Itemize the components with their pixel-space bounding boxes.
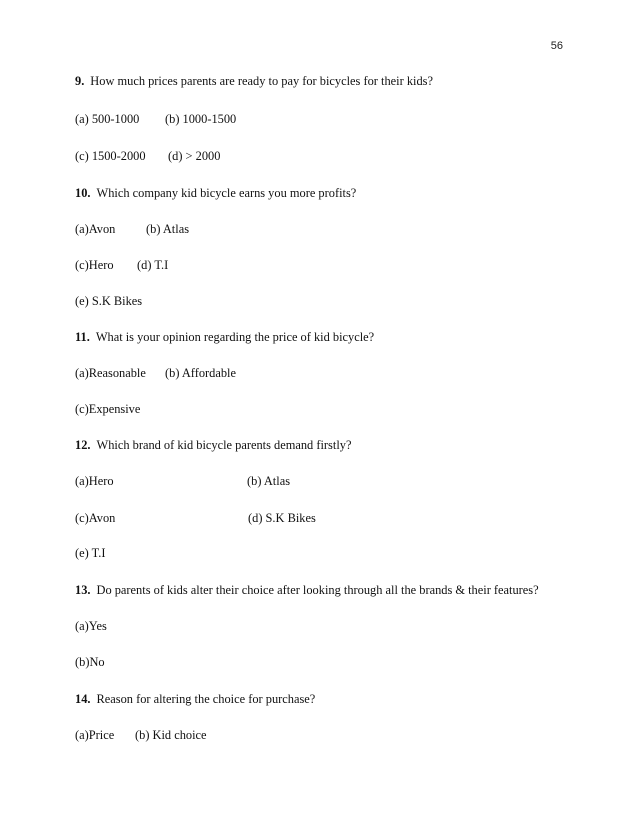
option-row bbox=[75, 546, 106, 561]
question-text: Reason for altering the choice for purchase? bbox=[96, 692, 316, 706]
option: (a)Price bbox=[75, 728, 115, 742]
question-number: 12. bbox=[75, 438, 91, 452]
option: (a) 500-1000 bbox=[75, 112, 140, 126]
option: (b)No bbox=[75, 655, 105, 669]
option-row bbox=[75, 294, 142, 309]
option: (b) Atlas bbox=[247, 474, 291, 488]
option-row bbox=[75, 222, 189, 237]
option-row bbox=[75, 366, 236, 381]
option: (d) T.I bbox=[137, 258, 169, 272]
option-row bbox=[75, 258, 168, 273]
option: (c)Avon bbox=[75, 511, 116, 525]
option: (a)Reasonable bbox=[75, 366, 146, 380]
option-row bbox=[75, 112, 236, 127]
question-number: 9. bbox=[75, 74, 85, 88]
option: (a)Hero bbox=[75, 474, 114, 488]
option-row bbox=[75, 474, 290, 489]
question-text: Do parents of kids alter their choice after looking through all the brands & their features? bbox=[96, 583, 539, 597]
option: (a)Yes bbox=[75, 619, 107, 633]
question-text: Which company kid bicycle earns you more profits? bbox=[96, 186, 357, 200]
option: (e) T.I bbox=[75, 546, 106, 560]
option: (a)Avon bbox=[75, 222, 116, 236]
question-12 bbox=[75, 438, 351, 453]
question-number: 10. bbox=[75, 186, 91, 200]
question-number: 11. bbox=[75, 330, 90, 344]
option: (c)Hero bbox=[75, 258, 114, 272]
question-14 bbox=[75, 692, 315, 707]
option-row bbox=[75, 728, 207, 743]
option: (c) 1500-2000 bbox=[75, 149, 146, 163]
question-10 bbox=[75, 186, 356, 201]
option: (e) S.K Bikes bbox=[75, 294, 143, 308]
option-row bbox=[75, 655, 105, 670]
question-text: What is your opinion regarding the price of kid bicycle? bbox=[95, 330, 375, 344]
option: (d) S.K Bikes bbox=[248, 511, 316, 525]
option: (b) Atlas bbox=[146, 222, 190, 236]
option: (b) 1000-1500 bbox=[165, 112, 237, 126]
option: (b) Affordable bbox=[165, 366, 236, 380]
option: (c)Expensive bbox=[75, 402, 141, 416]
option: (b) Kid choice bbox=[135, 728, 207, 742]
option-row bbox=[75, 511, 316, 526]
option-row bbox=[75, 619, 107, 634]
option-row bbox=[75, 149, 220, 164]
question-number: 13. bbox=[75, 583, 91, 597]
question-text: Which brand of kid bicycle parents demand firstly? bbox=[96, 438, 352, 452]
question-number: 14. bbox=[75, 692, 91, 706]
page-number: 56 bbox=[550, 40, 563, 52]
question-11 bbox=[75, 330, 374, 345]
option: (d) > 2000 bbox=[168, 149, 221, 163]
option-row bbox=[75, 402, 140, 417]
question-9 bbox=[75, 74, 433, 89]
question-13 bbox=[75, 583, 539, 598]
question-text: How much prices parents are ready to pay for bicycles for their kids? bbox=[90, 74, 433, 88]
